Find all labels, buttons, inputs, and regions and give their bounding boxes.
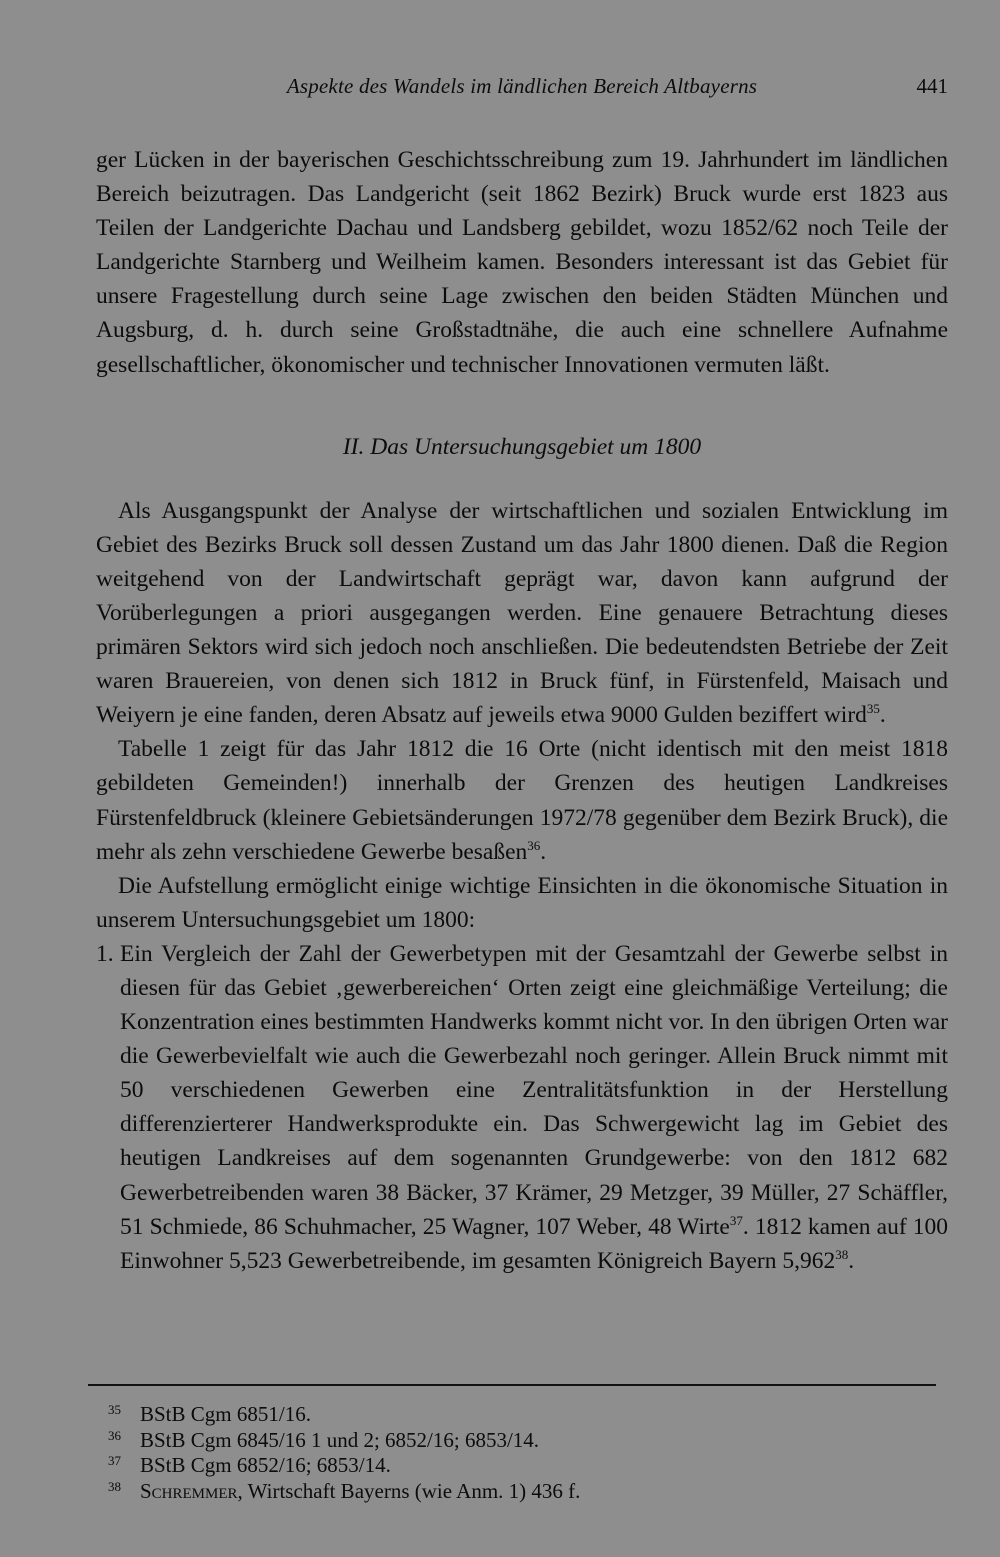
- footnote-text: BStB Cgm 6851/16.: [140, 1402, 311, 1426]
- page-number: 441: [916, 74, 948, 98]
- paragraph-3-text: Tabelle 1 zeigt für das Jahr 1812 die 16 Orte (nicht identisch mit den meist 1818 gebildeten Gemeinden!) innerhalb der Grenzen des heutigen Landkreises Fürstenfeldbruck (kleinere Gebietsänderungen 1972/78 gegenüber dem Bezirk Bruck), die mehr als zehn verschiedene Gewerbe besaßen: [96, 736, 948, 865]
- footnotes: [108, 1402, 948, 1504]
- paragraph-4: Die Aufstellung ermöglicht einige wichtige Einsichten in die ökonomische Situation in unserem Untersuchungsgebiet um 1800:: [96, 872, 948, 933]
- footnote-text: BStB Cgm 6852/16; 6853/14.: [140, 1453, 391, 1477]
- section-title: II. Das Untersuchungsgebiet um 1800: [342, 433, 702, 460]
- running-title: Aspekte des Wandels im ländlichen Bereich Altbayerns: [286, 74, 758, 98]
- footnote-38: [108, 1479, 948, 1505]
- footnote-37: [108, 1453, 948, 1479]
- footnote-text: , Wirtschaft Bayerns (wie Anm. 1) 436 f.: [237, 1478, 581, 1503]
- footnote-text: BStB Cgm 6845/16 1 und 2; 6852/16; 6853/14.: [140, 1427, 540, 1452]
- paragraph-2-text: Als Ausgangspunkt der Analyse der wirtschaftlichen und sozialen Entwicklung im Gebiet des Bezirks Bruck soll dessen Zustand um das Jahr 1800 dienen. Daß die Region weitgehend von der Landwirtschaft geprägt war, davon kann aufgrund der Vorüberlegungen a priori ausgegangen werden. Eine genauere Betrachtung dieses primären Sektors wird sich jedoch noch anschließen. Die bedeutendsten Betriebe der Zeit waren Brauereien, von denen sich 1812 in Bruck fünf, in Fürstenfeld, Maisach und Weiyern je eine fanden, deren Absatz auf jeweils etwa 9000 Gulden beziffert wird: [96, 497, 948, 729]
- footnote-ref-38[interactable]: 38: [835, 1246, 849, 1262]
- list-number: 1.: [96, 940, 114, 967]
- footnote-author: Schremmer: [140, 1478, 238, 1503]
- footnote-number: 37: [108, 1453, 121, 1468]
- list-item-text-b: . 1812 kamen auf 100 Einwohner 5,523 Gewerbetreibende, im gesamten Königreich Bayern 5,962: [120, 1213, 948, 1274]
- footnote-number: 38: [108, 1478, 121, 1494]
- footnote-number: 35: [108, 1402, 121, 1417]
- footnote-36: [108, 1428, 948, 1454]
- footnote-divider: [88, 1384, 936, 1386]
- paragraph-2: Als Ausgangspunkt der Analyse der wirtschaftlichen und sozialen Entwicklung im Gebiet des Bezirks Bruck soll dessen Zustand um das Jahr 1800 dienen. Daß die Region weitgehend von der Landwirtschaft geprägt war, davon kann aufgrund der Vorüberlegungen a priori ausgegangen werden. Eine genauere Betrachtung dieses primären Sektors wird sich jedoch noch anschließen. Die bedeutendsten Betriebe der Zeit waren Brauereien, von denen sich 1812 in Bruck fünf, in Fürstenfeld, Maisach und Weiyern je eine fanden, deren Absatz auf jeweils etwa 9000 Gulden beziffert wird$^{35}$.: [96, 497, 948, 729]
- body-text: [96, 143, 948, 1278]
- page-header: [96, 74, 948, 106]
- list-item-text-a: Ein Vergleich der Zahl der Gewerbetypen mit der Gesamtzahl der Gewerbe selbst in diesen für das Gebiet ‚gewerbereichen‘ Orten zeigt eine gleichmäßige Verteilung; die Konzentration eines bestimmten Handwerks kommt nicht vor. In den übrigen Orten war die Gewerbevielfalt wie auch die Gewerbezahl noch geringer. Allein Bruck nimmt mit 50 verschiedenen Gewerben eine Zentralitätsfunktion in der Herstellung differenzierterer Handwerksprodukte ein. Das Schwergewicht lag im Gebiet des heutigen Landkreises auf dem sogenannten Grundgewerbe: von den 1812 682 Gewerbetreibenden waren 38 Bäcker, 37 Krämer, 29 Metzger, 39 Müller, 27 Schäffler, 51 Schmiede, 86 Schuhmacher, 25 Wagner, 107 Weber, 48 Wirte: [120, 940, 948, 1240]
- footnote-35: [108, 1402, 948, 1428]
- footnote-ref-37[interactable]: 37: [729, 1212, 743, 1228]
- footnote-ref-35[interactable]: 35: [866, 701, 880, 717]
- list-item-1: 1. Ein Vergleich der Zahl der Gewerbetypen mit der Gesamtzahl der Gewerbe selbst in diesen für das Gebiet ‚gewerbereichen‘ Orten zeigt eine gleichmäßige Verteilung; die Konzentration eines bestimmten Handwerks kommt nicht vor. In den übrigen Orten war die Gewerbevielfalt wie auch die Gewerbezahl noch geringer. Allein Bruck nimmt mit 50 verschiedenen Gewerben eine Zentralitätsfunktion in der Herstellung differenzierterer Handwerksprodukte ein. Das Schwergewicht lag im Gebiet des heutigen Landkreises auf dem sogenannten Grundgewerbe: von den 1812 682 Gewerbetreibenden waren 38 Bäcker, 37 Krämer, 29 Metzger, 39 Müller, 27 Schäffler, 51 Schmiede, 86 Schuhmacher, 25 Wagner, 107 Weber, 48 Wirte$^{37}$. 1812 kamen auf 100 Einwohner 5,523 Gewerbetreibende, im gesamten Königreich Bayern 5,962$^{38}$.: [96, 937, 948, 1278]
- footnote-number: 36: [108, 1427, 121, 1443]
- paragraph-3: Tabelle 1 zeigt für das Jahr 1812 die 16 Orte (nicht identisch mit den meist 1818 gebildeten Gemeinden!) innerhalb der Grenzen des heutigen Landkreises Fürstenfeldbruck (kleinere Gebietsänderungen 1972/78 gegenüber dem Bezirk Bruck), die mehr als zehn verschiedene Gewerbe besaßen$^{36}$.: [96, 736, 948, 865]
- paragraph-1: ger Lücken in der bayerischen Geschichtsschreibung zum 19. Jahrhundert im ländlichen Bereich beizutragen. Das Landgericht (seit 1862 Bezirk) Bruck wurde erst 1823 aus Teilen der Landgerichte Dachau und Landsberg gebildet, wozu 1852/62 noch Teile der Landgerichte Starnberg und Weilheim kamen. Besonders interessant ist das Gebiet für unsere Fragestellung durch seine Lage zwischen den beiden Städten München und Augsburg, d. h. durch seine Großstadtnähe, die auch eine schnellere Aufnahme gesellschaftlicher, ökonomischer und technischer Innovationen vermuten läßt.: [96, 147, 948, 378]
- footnote-ref-36[interactable]: 36: [527, 837, 541, 853]
